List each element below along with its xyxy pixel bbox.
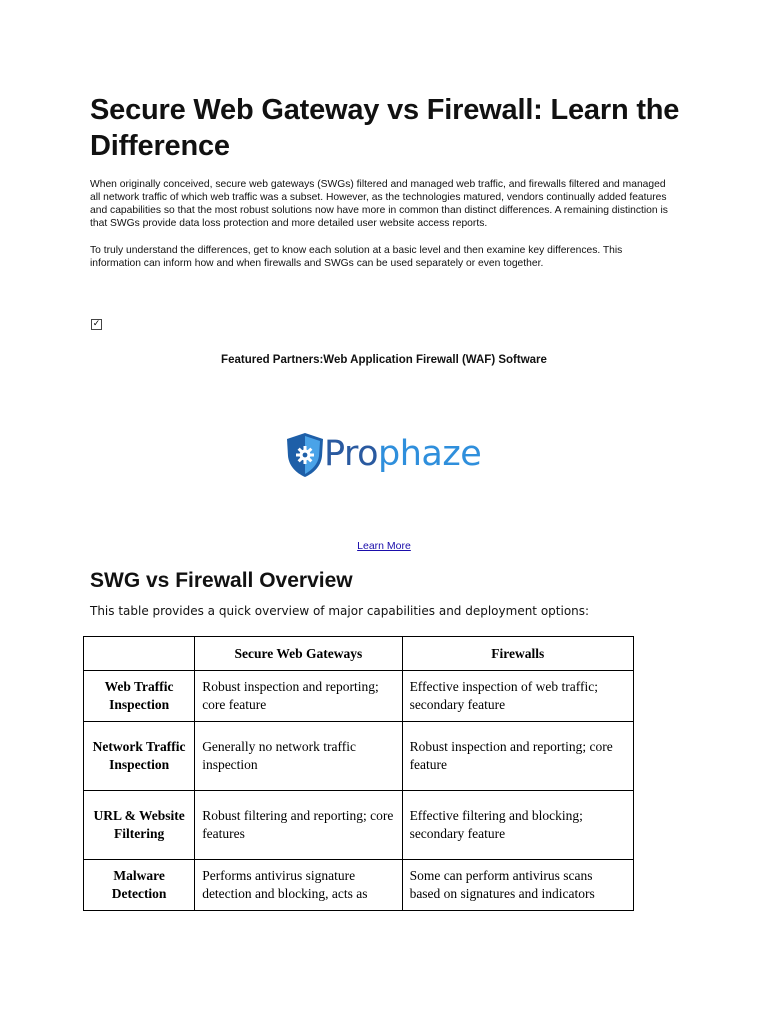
feature-cell: Malware Detection: [84, 860, 195, 911]
table-header-cell: [84, 637, 195, 671]
swg-cell: Performs antivirus signature detection and blocking, acts as: [195, 860, 402, 911]
table-row: [84, 791, 634, 860]
comparison-table: [83, 636, 634, 911]
swg-cell: Robust inspection and reporting; core feature: [195, 671, 402, 722]
firewall-cell: Effective inspection of web traffic; secondary feature: [402, 671, 633, 722]
firewall-cell: Effective filtering and blocking; secondary feature: [402, 791, 633, 860]
table-header-cell: Firewalls: [402, 637, 633, 671]
learn-more-row: [0, 540, 768, 553]
table-intro-text: This table provides a quick overview of major capabilities and deployment options:: [90, 604, 590, 618]
featured-partners-label: Featured Partners:Web Application Firewall (WAF) Software: [221, 354, 547, 366]
feature-cell: Web Traffic Inspection: [84, 671, 195, 722]
table-row: [84, 860, 634, 911]
page-title: Secure Web Gateway vs Firewall: Learn the Difference: [90, 94, 680, 162]
context-paragraph: To truly understand the differences, get to know each solution at a basic level and then examine key differences. This information can inform how and when firewalls and SWGs can be used separately or even together.: [90, 245, 623, 269]
feature-cell: URL & Website Filtering: [84, 791, 195, 860]
prophaze-logo[interactable]: [284, 432, 494, 480]
checkbox-checked-icon[interactable]: ✓: [92, 319, 101, 329]
wordmark-phaze: phaze: [378, 434, 482, 474]
table-header-row: [84, 637, 634, 671]
table-row: [84, 722, 634, 791]
table-row: [84, 671, 634, 722]
table-header-cell: Secure Web Gateways: [195, 637, 402, 671]
overview-heading: SWG vs Firewall Overview: [90, 569, 353, 592]
wordmark-pro: Pro: [324, 434, 379, 474]
shield-gear-icon: [284, 432, 326, 478]
swg-cell: Robust filtering and reporting; core features: [195, 791, 402, 860]
learn-more-link[interactable]: Learn More: [357, 540, 411, 552]
feature-cell: Network Traffic Inspection: [84, 722, 195, 791]
firewall-cell: Robust inspection and reporting; core feature: [402, 722, 633, 791]
swg-cell: Generally no network traffic inspection: [195, 722, 402, 791]
intro-paragraph: When originally conceived, secure web gateways (SWGs) filtered and managed web traffic, and firewalls filtered and managed all network traffic of which web traffic was a subset. However, as the technologies matured, vendors continually added features and capabilities so that the most robust solutions now have more in common than distinct differences. A remaining distinction is that SWGs provide data loss protection and more detailed user website access reports.: [90, 179, 668, 229]
prophaze-wordmark: [324, 434, 481, 474]
firewall-cell: Some can perform antivirus scans based on signatures and indicators: [402, 860, 633, 911]
